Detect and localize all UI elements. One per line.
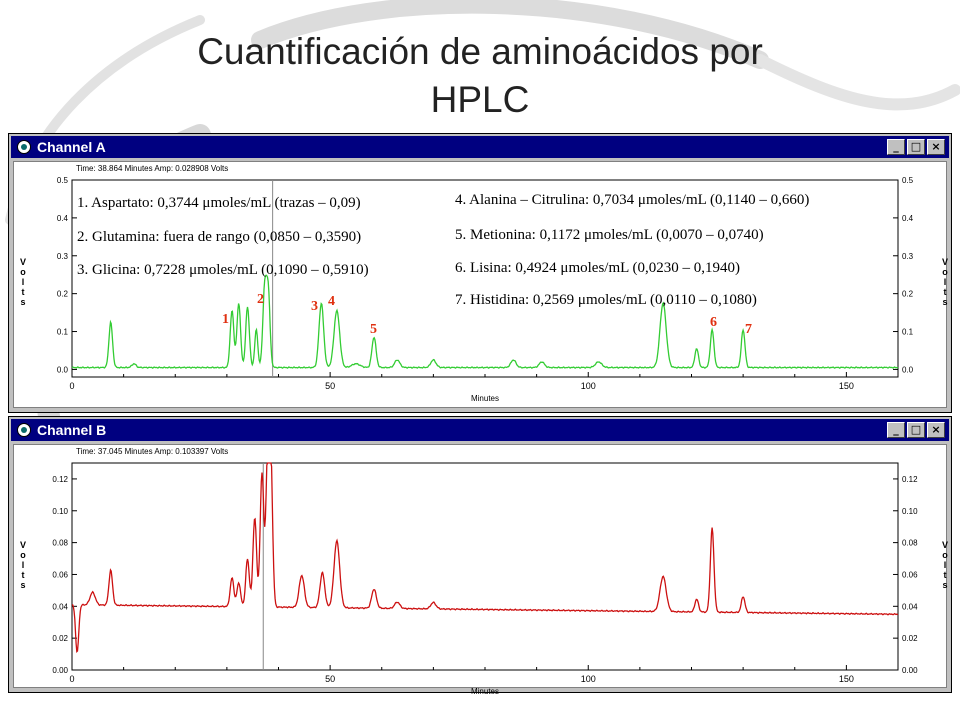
y-letter: s xyxy=(20,297,26,307)
y-letter: o xyxy=(20,267,26,277)
y-letter: s xyxy=(942,297,948,307)
y-tick-label: 0.3 xyxy=(902,251,914,261)
x-tick-label: 100 xyxy=(580,381,596,391)
y-letter: o xyxy=(942,550,948,560)
x-tick-label: 0 xyxy=(69,381,75,391)
y-tick-label: 0.06 xyxy=(902,570,918,580)
y-letter: t xyxy=(21,287,25,297)
legend-alanina-citrulina: 4. Alanina – Citrulina: 0,7034 μmoles/mL (0,1140 – 0,660) xyxy=(455,192,810,208)
channel-a-titlebar[interactable] xyxy=(11,136,949,158)
y-letter: t xyxy=(21,570,25,580)
channel-b-y-label-left xyxy=(18,540,28,590)
maximize-button[interactable]: □ xyxy=(907,139,925,155)
y-tick-label: 0.1 xyxy=(902,327,914,337)
y-tick-label: 0.4 xyxy=(56,213,68,223)
y-letter: s xyxy=(20,580,26,590)
channel-a-status: Time: 38.864 Minutes Amp: 0.028908 Volts xyxy=(76,164,229,173)
app-icon[interactable] xyxy=(17,140,31,154)
slide-title xyxy=(0,28,960,124)
y-tick-label: 0.00 xyxy=(52,666,68,675)
channel-b-title: Channel B xyxy=(37,422,107,438)
y-letter: V xyxy=(19,540,26,550)
peak-label-6: 6 xyxy=(710,315,717,330)
x-tick-label: 150 xyxy=(838,381,854,391)
y-letter: l xyxy=(943,560,947,570)
y-tick-label: 0.0 xyxy=(56,365,68,375)
y-letter: o xyxy=(942,267,948,277)
y-tick-label: 0.5 xyxy=(902,176,914,185)
x-axis-label: Minutes xyxy=(470,394,500,403)
legend-glicina: 3. Glicina: 0,7228 μmoles/mL (0,1090 – 0,5910) xyxy=(77,262,369,278)
channel-b-plot-area[interactable] xyxy=(13,444,948,696)
y-tick-label: 0.2 xyxy=(56,289,68,299)
peak-label-4: 4 xyxy=(328,294,335,309)
peak-label-5: 5 xyxy=(370,322,377,337)
legend-aspartato: 1. Aspartato: 0,3744 μmoles/mL (trazas – 0,09) xyxy=(77,195,361,211)
channel-b-window xyxy=(8,416,952,696)
x-tick-label: 100 xyxy=(580,674,596,684)
x-tick-label: 50 xyxy=(325,674,336,684)
y-letter: V xyxy=(941,540,948,550)
x-tick-label: 50 xyxy=(325,381,336,391)
close-button[interactable]: × xyxy=(927,139,945,155)
y-letter: t xyxy=(943,287,947,297)
y-letter: l xyxy=(21,277,25,287)
channel-a-y-label-left xyxy=(18,257,28,307)
legend-metionina: 5. Metionina: 0,1172 μmoles/mL (0,0070 – 0,0740) xyxy=(455,227,764,243)
channel-a-window xyxy=(8,133,952,413)
y-tick-label: 0.10 xyxy=(52,506,68,516)
slide-title-line-2: HPLC xyxy=(430,79,530,120)
trace-line xyxy=(72,463,898,652)
x-tick-label: 150 xyxy=(838,674,854,684)
y-letter: s xyxy=(942,580,948,590)
y-letter: l xyxy=(21,560,25,570)
y-letter: t xyxy=(943,570,947,580)
y-tick-label: 0.12 xyxy=(902,474,918,484)
y-tick-label: 0.5 xyxy=(56,176,68,185)
slide-title-line-1: Cuantificación de aminoácidos por xyxy=(197,31,763,72)
y-tick-label: 0.06 xyxy=(52,570,68,580)
y-tick-label: 0.08 xyxy=(902,538,918,548)
x-axis-label: Minutes xyxy=(470,687,500,696)
y-tick-label: 0.1 xyxy=(56,327,68,337)
channel-b-chart xyxy=(14,445,948,696)
channel-a-plot-area[interactable] xyxy=(13,161,947,408)
minimize-button[interactable]: _ xyxy=(887,422,905,438)
legend-glutamina: 2. Glutamina: fuera de rango (0,0850 – 0,3590) xyxy=(77,229,362,245)
y-tick-label: 0.2 xyxy=(902,289,914,299)
maximize-button[interactable]: □ xyxy=(907,422,925,438)
app-icon[interactable] xyxy=(17,423,31,437)
y-letter: o xyxy=(20,550,26,560)
plot-frame xyxy=(72,463,898,670)
channel-a-y-label-right xyxy=(940,257,950,307)
peak-label-2: 2 xyxy=(257,292,264,307)
peak-label-3: 3 xyxy=(311,299,318,314)
channel-b-status: Time: 37.045 Minutes Amp: 0.103397 Volts xyxy=(76,447,229,456)
y-letter: V xyxy=(19,257,26,267)
channel-a-title: Channel A xyxy=(37,139,106,155)
y-tick-label: 0.4 xyxy=(902,213,914,223)
y-tick-label: 0.08 xyxy=(52,538,68,548)
legend-lisina: 6. Lisina: 0,4924 μmoles/mL (0,0230 – 0,1940) xyxy=(455,260,740,276)
trace-line xyxy=(72,275,898,368)
y-letter: l xyxy=(943,277,947,287)
y-letter: V xyxy=(941,257,948,267)
y-tick-label: 0.02 xyxy=(52,634,68,644)
y-tick-label: 0.3 xyxy=(56,251,68,261)
x-tick-label: 0 xyxy=(69,674,75,684)
channel-b-titlebar[interactable] xyxy=(11,419,949,441)
y-tick-label: 0.12 xyxy=(52,474,68,484)
minimize-button[interactable]: _ xyxy=(887,139,905,155)
y-tick-label: 0.0 xyxy=(902,365,914,375)
y-tick-label: 0.00 xyxy=(902,666,918,675)
y-tick-label: 0.04 xyxy=(52,602,68,612)
legend-histidina: 7. Histidina: 0,2569 μmoles/mL (0,0110 – 0,1080) xyxy=(455,292,757,308)
close-button[interactable]: × xyxy=(927,422,945,438)
y-tick-label: 0.10 xyxy=(902,506,918,516)
channel-b-y-label-right xyxy=(940,540,950,590)
y-tick-label: 0.04 xyxy=(902,602,918,612)
peak-label-7: 7 xyxy=(745,322,752,337)
peak-label-1: 1 xyxy=(222,312,229,327)
y-tick-label: 0.02 xyxy=(902,634,918,644)
